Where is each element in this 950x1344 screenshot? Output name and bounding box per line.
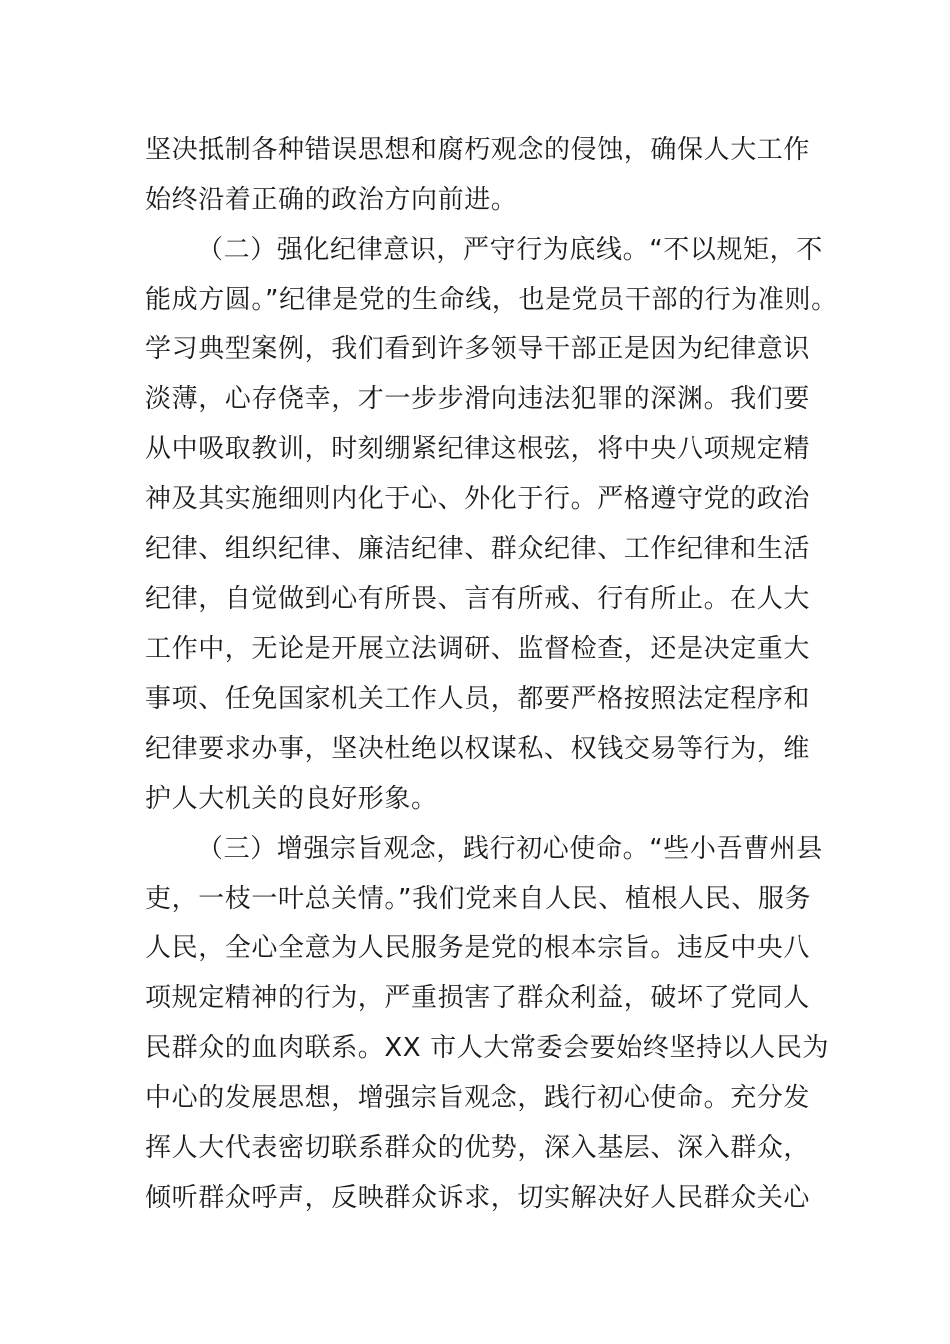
text-line: 纪律、组织纪律、廉洁纪律、群众纪律、工作纪律和生活 (145, 534, 811, 564)
text-line: 始终沿着正确的政治方向前进。 (145, 185, 518, 215)
text-line: 倾听群众呼声，反映群众诉求，切实解决好人民群众关心 (145, 1183, 811, 1213)
text-line: 从中吸取教训，时刻绷紧纪律这根弦，将中央八项规定精 (145, 434, 811, 464)
text-line: 工作中，无论是开展立法调研、监督检查，还是决定重大 (145, 634, 811, 664)
text-line: 纪律要求办事，坚决杜绝以权谋私、权钱交易等行为，维 (145, 734, 811, 764)
text-line: 挥人大代表密切联系群众的优势，深入基层、深入群众， (145, 1133, 811, 1163)
text-line: 坚决抵制各种错误思想和腐朽观念的侵蚀，确保人大工作 (145, 135, 811, 165)
text-line: 项规定精神的行为，严重损害了群众利益，破坏了党同人 (145, 983, 811, 1013)
text-line: 神及其实施细则内化于心、外化于行。严格遵守党的政治 (145, 484, 811, 514)
section-heading-line: （三）增强宗旨观念，践行初心使命。“些小吾曹州县 (197, 834, 823, 864)
text-line: 中心的发展思想，增强宗旨观念，践行初心使命。充分发 (145, 1083, 811, 1113)
section-heading-line: （二）强化纪律意识，严守行为底线。“不以规矩，不 (197, 235, 823, 265)
text-line: 民群众的血肉联系。XX 市人大常委会要始终坚持以人民为 (145, 1033, 830, 1063)
text-line: 人民，全心全意为人民服务是党的根本宗旨。违反中央八 (145, 933, 811, 963)
text-line: 事项、任免国家机关工作人员，都要严格按照法定程序和 (145, 684, 811, 714)
text-line: 学习典型案例，我们看到许多领导干部正是因为纪律意识 (145, 334, 811, 364)
text-line: 能成方圆。”纪律是党的生命线，也是党员干部的行为准则。 (145, 285, 838, 315)
text-line: 护人大机关的良好形象。 (145, 784, 438, 814)
text-line: 吏，一枝一叶总关情。”我们党来自人民、植根人民、服务 (145, 884, 812, 914)
text-line: 淡薄，心存侥幸，才一步步滑向违法犯罪的深渊。我们要 (145, 384, 811, 414)
text-line: 纪律，自觉做到心有所畏、言有所戒、行有所止。在人大 (145, 584, 811, 614)
